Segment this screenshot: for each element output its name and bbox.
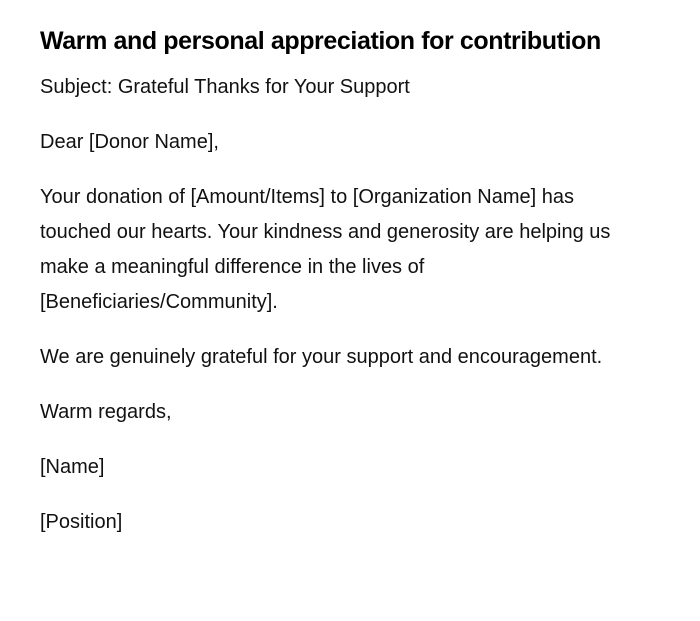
salutation: Dear [Donor Name], (40, 131, 219, 153)
body-paragraph-1: Your donation of [Amount/Items] to [Organization Name] has touched our hearts. Your kindness and generosity are helping us make a meaningful difference in the lives of [Beneficiaries/Community]. (40, 186, 611, 313)
closing: Warm regards, (40, 401, 172, 423)
document-title: Warm and personal appreciation for contribution (40, 27, 601, 55)
signature-position: [Position] (40, 511, 123, 533)
body-paragraph-2: We are genuinely grateful for your support and encouragement. (40, 346, 603, 368)
signature-name: [Name] (40, 456, 105, 478)
subject-line: Subject: Grateful Thanks for Your Support (40, 76, 410, 98)
